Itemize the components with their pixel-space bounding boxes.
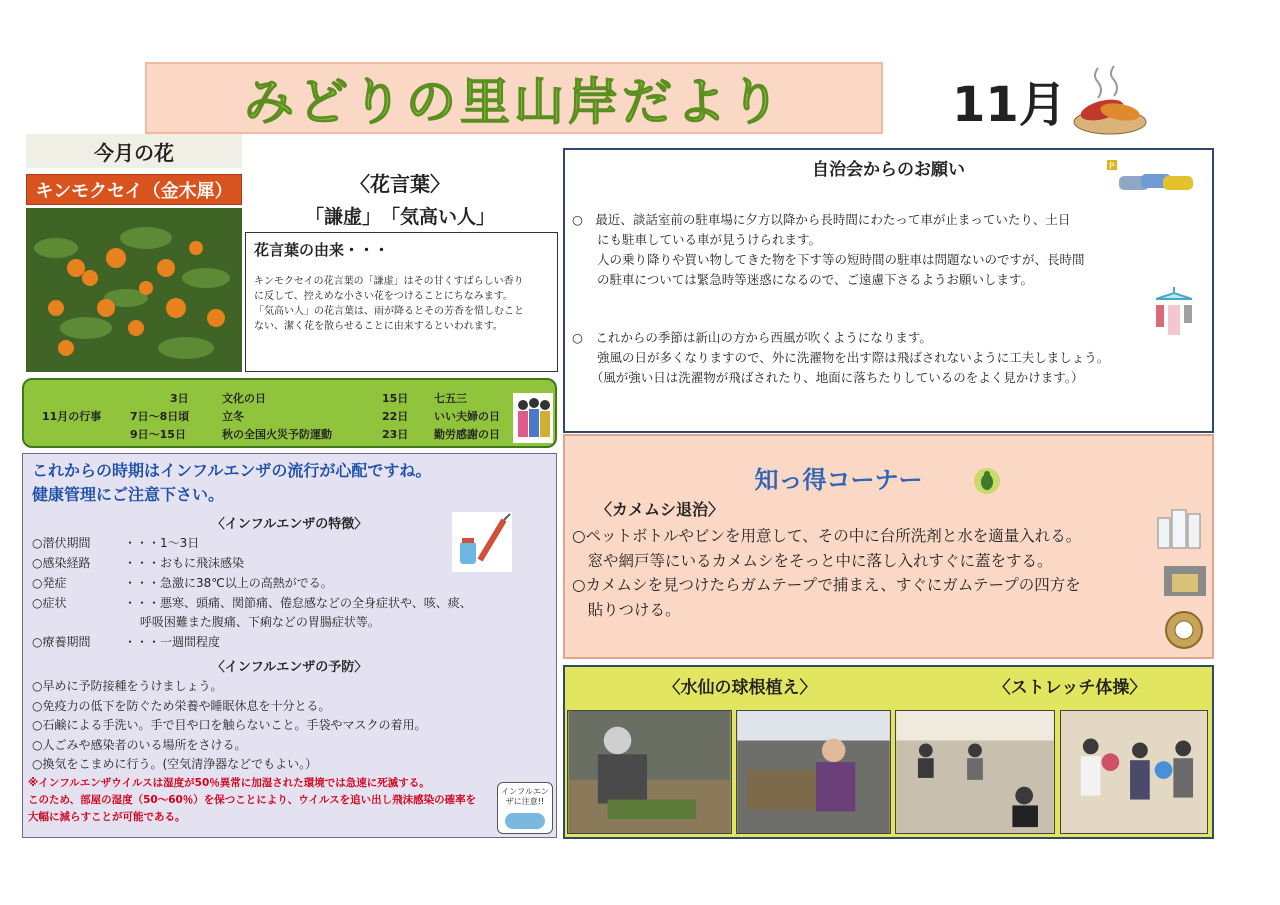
- title-banner: [145, 62, 883, 134]
- tip-line: ○カメムシを見つけたらガムテープで捕まえ、すぐにガムテープの四方を: [572, 576, 1081, 594]
- influenza-prevention-item: ○石鹸による手洗い。手で目や口を触らないこと。手袋やマスクの着用。: [32, 718, 427, 732]
- flower-of-month-heading: 今月の花: [26, 134, 242, 168]
- event-date: 9日～15日: [130, 428, 186, 441]
- flower-origin-line: に反して、控えめな小さい花をつけることにちなみます。: [254, 291, 513, 302]
- influenza-feature-row: [32, 594, 472, 612]
- vaccine-syringe-icon: [452, 512, 512, 572]
- association-line: の駐車については緊急時等迷惑になるので、ご遠慮下さるようお願いします。: [572, 272, 1034, 287]
- flu-warning-sign-text: インフルエンザに注意!!: [501, 787, 549, 806]
- flower-origin-title: 花言葉の由来・・・: [254, 241, 390, 259]
- tip-line: ○ペットボトルやビンを用意して、その中に台所洗剤と水を適量入れる。: [572, 527, 1082, 545]
- influenza-prevention-item: ○免疫力の低下を防ぐため栄養や睡眠休息を十分とる。: [32, 699, 331, 713]
- parking-cars-icon: [1105, 158, 1195, 198]
- influenza-feature-row: [32, 574, 333, 592]
- sweet-potato-icon: [1070, 64, 1150, 136]
- event-date: 23日: [382, 428, 409, 441]
- influenza-prevention-item: ○早めに予防接種をうけましょう。: [32, 679, 223, 693]
- association-line: 強風の日が多くなりますので、外に洗濯物を出す際は飛ばされないように工夫しましょう。: [572, 350, 1110, 365]
- stink-bug-icon: [972, 466, 1002, 496]
- flower-origin-line: ない、潔く花を散らせることに由来するといわれます。: [254, 321, 503, 332]
- influenza-feature-row: [32, 554, 244, 572]
- event-date: 15日: [382, 392, 409, 405]
- packing-tape-icon: [1162, 608, 1206, 652]
- note-line: ※インフルエンザウイルスは湿度が50％異常に加湿された環境では急速に死滅する。: [28, 777, 430, 789]
- association-line: ○ これからの季節は新山の方から西風が吹くようになります。: [572, 330, 932, 345]
- note-line: このため、部屋の湿度（50～60％）を保つことにより、ウイルスを追い出し飛沫感染の確率を: [28, 794, 477, 806]
- influenza-lead: [32, 459, 532, 507]
- tips-list: [572, 524, 1162, 622]
- event-date: 3日: [170, 392, 189, 405]
- event-name: 立冬: [222, 410, 244, 423]
- stretch-photo-2: [1060, 710, 1208, 834]
- influenza-feature-row: [32, 534, 199, 552]
- association-paragraph-parking: [572, 210, 1172, 290]
- tips-subtitle: 〈カメムシ退治〉: [596, 500, 725, 519]
- feature-value: ・・・1～3日: [124, 536, 200, 550]
- tips-corner-title: 知っ得コーナー: [754, 466, 923, 494]
- month-label: 11月: [952, 77, 1067, 133]
- influenza-lead-line: これからの時期はインフルエンザの流行が心配ですね。: [32, 461, 432, 480]
- feature-key: ○療養期間: [32, 635, 91, 649]
- flower-origin-box: [245, 232, 558, 372]
- flu-warning-sign-icon: [497, 782, 553, 834]
- flower-language-title: 〈花言葉〉: [350, 172, 450, 196]
- bottles-icon: [1154, 500, 1204, 550]
- shichigosan-children-icon: [513, 393, 553, 443]
- daffodil-planting-title: 〈水仙の球根植え〉: [663, 678, 817, 698]
- influenza-prevention-item: ○人ごみや感染者のいる場所をさける。: [32, 738, 247, 752]
- svg-text:P: P: [1109, 162, 1115, 172]
- feature-key: ○発症: [32, 576, 67, 590]
- newsletter-title: みどりの里山岸だより: [244, 73, 784, 131]
- feature-value: 呼吸困難また腹痛、下痢などの胃腸症状等。: [124, 615, 380, 629]
- planting-photo-1: [567, 710, 732, 834]
- event-name: 秋の全国火災予防運動: [222, 428, 332, 441]
- feature-value: ・・・急激に38℃以上の高熱がでる。: [124, 576, 333, 590]
- osmanthus-photo: [26, 208, 242, 372]
- feature-key: ○潜伏期間: [32, 536, 91, 550]
- note-line: 大幅に減らすことが可能である。: [28, 811, 186, 823]
- event-date: 7日～8日頃: [130, 410, 190, 423]
- influenza-prevention-title: 〈インフルエンザの予防〉: [211, 660, 368, 675]
- association-title: 自治会からのお願い: [812, 160, 965, 180]
- influenza-humidity-note: [28, 775, 498, 826]
- influenza-prevention-item: ○換気をこまめに行う。(空気清浄器などでもよい。）: [32, 757, 318, 771]
- tip-line: 窓や網戸等にいるカメムシをそっと中に落し入れすぐに蓋をする。: [572, 551, 1053, 570]
- stretch-photo-1: [895, 710, 1055, 834]
- planting-photo-2: [736, 710, 891, 834]
- laundry-hanger-icon: [1150, 285, 1198, 340]
- flower-language-words: 「謙虚」 「気高い人」: [304, 206, 495, 228]
- stretch-exercise-title: 〈ストレッチ体操〉: [993, 678, 1147, 698]
- events-label: 11月の行事: [42, 410, 102, 423]
- event-name: いい夫婦の日: [434, 410, 500, 423]
- influenza-features-title: 〈インフルエンザの特徴〉: [211, 517, 368, 532]
- container-photo-icon: [1164, 566, 1206, 596]
- feature-key: ○症状: [32, 596, 67, 610]
- event-name: 勤労感謝の日: [434, 428, 500, 441]
- flower-origin-line: 「気高い人」の花言葉は、雨が降るとその芳香を惜しむこと: [254, 306, 524, 317]
- flower-origin-body: [254, 274, 549, 334]
- feature-key: ○感染経路: [32, 556, 91, 570]
- association-line: 人の乗り降りや買い物してきた物を下す等の短時間の駐車は問題ないのですが、長時間: [572, 252, 1085, 267]
- association-line: （風が強い日は洗濯物が飛ばされたり、地面に落ちたりしているのをよく見かけます。）: [572, 370, 1084, 385]
- tip-line: 貼りつける。: [572, 600, 681, 619]
- event-name: 七五三: [434, 392, 467, 405]
- flower-name: キンモクセイ（金木犀）: [26, 174, 242, 205]
- flower-origin-line: キンモクセイの花言葉の「謙虚」はその甘くすばらしい香り: [254, 276, 524, 287]
- association-paragraph-wind: [572, 328, 1172, 388]
- influenza-feature-row: [32, 613, 380, 631]
- association-line: にも駐車している車が見うけられます。: [572, 232, 822, 247]
- association-line: ○ 最近、談話室前の駐車場に夕方以降から長時間にわたって車が止まっていたり、土日: [572, 212, 1071, 227]
- influenza-lead-line: 健康管理にご注意下さい。: [32, 485, 225, 504]
- feature-value: ・・・悪寒、頭痛、関節痛、倦怠感などの全身症状や、咳、痰、: [124, 596, 472, 610]
- feature-value: ・・・おもに飛沫感染: [124, 556, 245, 570]
- event-date: 22日: [382, 410, 409, 423]
- event-name: 文化の日: [222, 392, 266, 405]
- feature-value: ・・・一週間程度: [124, 635, 221, 649]
- events-list: [32, 386, 510, 442]
- influenza-feature-row: [32, 633, 220, 651]
